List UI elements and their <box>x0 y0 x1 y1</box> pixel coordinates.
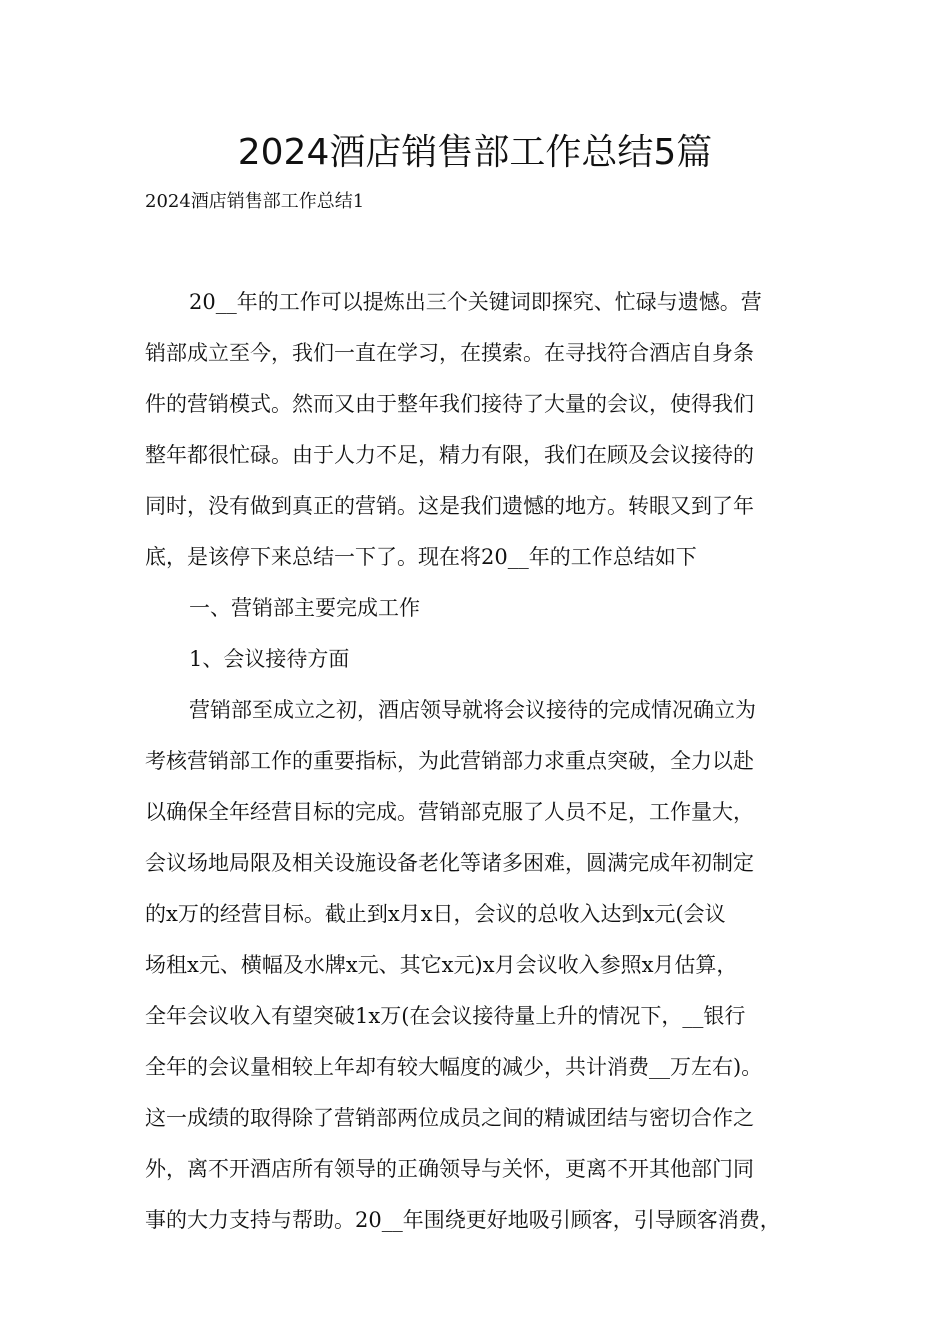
paragraph-line: 会议场地局限及相关设施设备老化等诸多困难，圆满完成年初制定 <box>145 851 754 875</box>
paragraph-line: 件的营销模式。然而又由于整年我们接待了大量的会议，使得我们 <box>145 392 754 416</box>
paragraph-line: 外，离不开酒店所有领导的正确领导与关怀，更离不开其他部门同 <box>145 1157 754 1181</box>
paragraph-line: 的x万的经营目标。截止到x月x日，会议的总收入达到x元(会议 <box>145 902 726 926</box>
paragraph-line: 全年的会议量相较上年却有较大幅度的减少，共计消费__万左右)。 <box>145 1055 763 1079</box>
paragraph-line: 考核营销部工作的重要指标，为此营销部力求重点突破，全力以赴 <box>145 749 754 773</box>
document-subtitle: 2024酒店销售部工作总结1 <box>145 191 365 212</box>
paragraph-line: 20__年的工作可以提炼出三个关键词即探究、忙碌与遗憾。营 <box>189 290 762 314</box>
document-title: 2024酒店销售部工作总结5篇 <box>237 132 713 173</box>
section-heading: 一、营销部主要完成工作 <box>189 596 420 620</box>
paragraph-line: 底，是该停下来总结一下了。现在将20__年的工作总结如下 <box>145 545 697 569</box>
paragraph-line: 事的大力支持与帮助。20__年围绕更好地吸引顾客，引导顾客消费， <box>145 1208 781 1232</box>
paragraph-line: 销部成立至今，我们一直在学习，在摸索。在寻找符合酒店自身条 <box>145 341 754 365</box>
paragraph-line: 场租x元、横幅及水牌x元、其它x元)x月会议收入参照x月估算， <box>145 953 738 977</box>
paragraph-line: 全年会议收入有望突破1x万(在会议接待量上升的情况下，__银行 <box>145 1004 746 1028</box>
paragraph-line: 营销部至成立之初，酒店领导就将会议接待的完成情况确立为 <box>189 698 756 722</box>
paragraph-line: 以确保全年经营目标的完成。营销部克服了人员不足，工作量大， <box>145 800 754 824</box>
paragraph-line: 同时，没有做到真正的营销。这是我们遗憾的地方。转眼又到了年 <box>145 494 754 518</box>
document-body <box>145 280 805 1249</box>
paragraph-line: 这一成绩的取得除了营销部两位成员之间的精诚团结与密切合作之 <box>145 1106 754 1130</box>
subsection-heading: 1、会议接待方面 <box>189 647 350 671</box>
paragraph-line: 整年都很忙碌。由于人力不足，精力有限，我们在顾及会议接待的 <box>145 443 754 467</box>
